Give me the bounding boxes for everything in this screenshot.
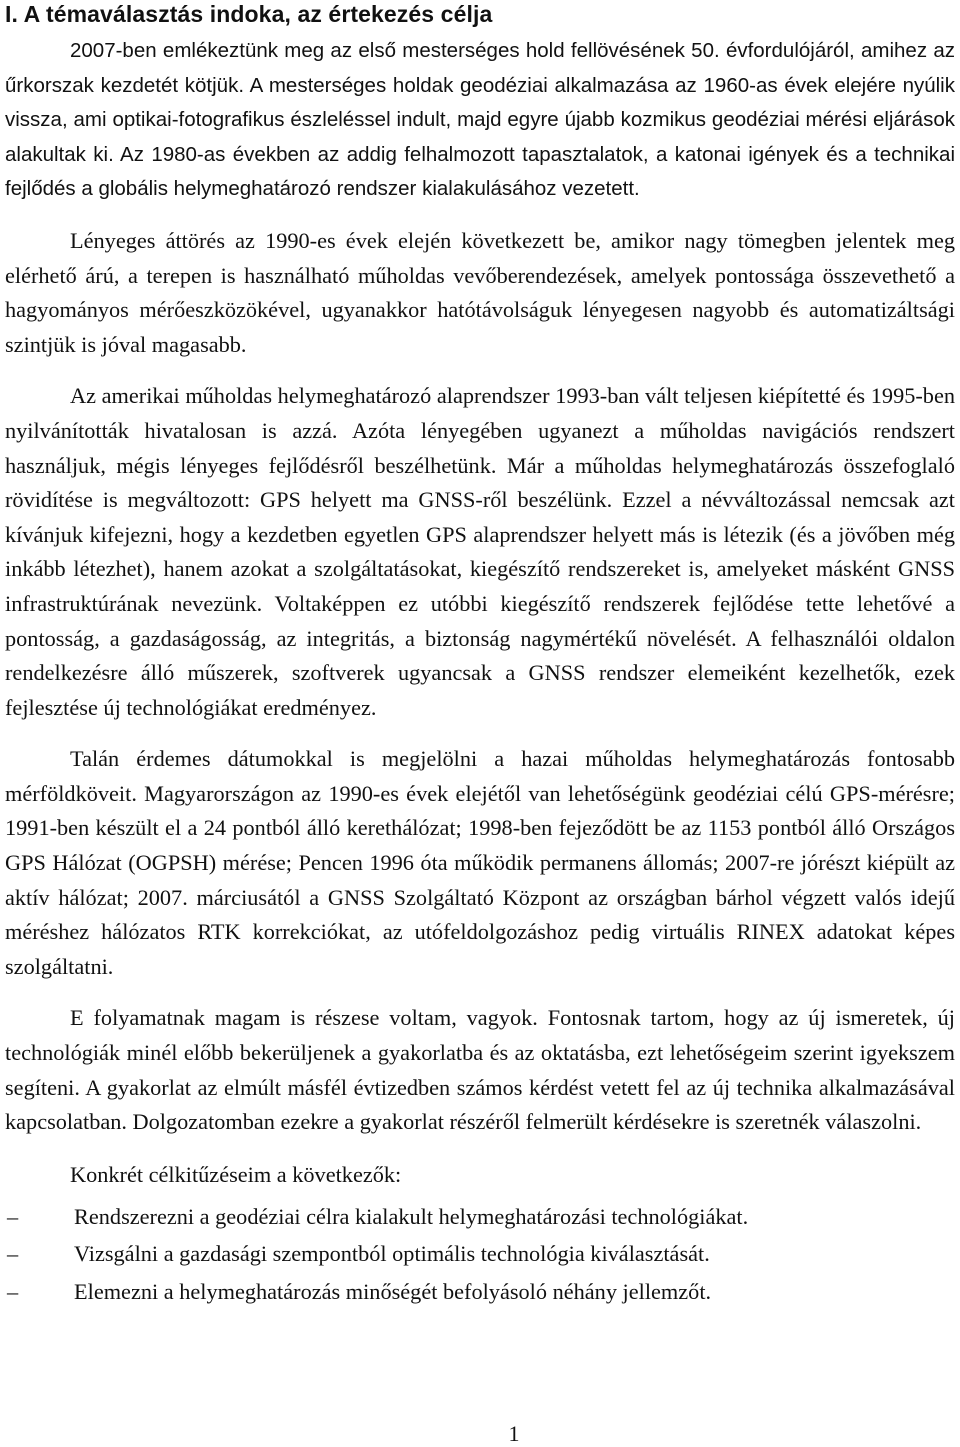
paragraph-gnss: Az amerikai műholdas helymeghatározó alaprendszer 1993-ban vált teljesen kiépítetté és 1995-ben nyilvánították hivatalosan is azzá. Azóta lényegében ugyanezt a műholdas navigációs rendszert használjuk, mégis lényeges fejlődésről beszélhetünk. Már a műholdas helymeghatározás összefoglaló rövidítése is megváltozott: GPS helyett ma GNSS-ről beszélünk. Ezzel a névváltozással nemcsak azt kívánjuk kifejezni, hogy a kezdetben egyetlen GPS alaprendszer helyett más is létezik (és a jövőben még inkább létezhet), hanem azokat a szolgáltatásokat, kiegészítő rendszereket is, amelyeket másként GNSS infrastruktúrának nevezünk. Voltaképpen ez utóbbi kiegészítő rendszerek fejlődése tette lehetővé a pontosság, a gazdaságosság, az integritás, a biztonság nagymértékű növelését. A felhasználói oldalon rendelkezésre álló műszerek, szoftverek ugyancsak a GNSS rendszer elemeiként kezelhetők, ezek fejlesztése új technológiákat eredményez. xyxy=(5,383,955,720)
section-heading: I. A témaválasztás indoka, az értekezés célja xyxy=(5,1,493,27)
page-number: 1 xyxy=(508,1421,520,1446)
goal-text: Elemezni a helymeghatározás minőségét befolyásoló néhány jellemzőt. xyxy=(74,1278,712,1304)
goal-item xyxy=(5,1235,955,1273)
paragraph-milestones: Talán érdemes dátumokkal is megjelölni a hazai műholdas helymeghatározás fontosabb mérföldköveit. Magyarországon az 1990-es évek elejétől van lehetőségünk geodéziai célú GPS-mérésre; 1991-ben készült el a 24 pontból álló kerethálózat; 1998-ben fejeződött be az 1153 pontból álló Országos GPS Hálózat (OGPSH) mérése; Pencen 1996 óta működik permanens állomás; 2007-re jórészt kiépült az aktív hálózat; 2007. márciusától a GNSS Szolgáltató Központ az országban bárhol végzett valós idejű méréshez hálózatos RTK korrekciókat, az utófeldolgozáshoz pedig virtuális RINEX adatokat képes szolgáltatni. xyxy=(5,746,955,979)
document-page xyxy=(5,0,955,1310)
dash-bullet-icon: – xyxy=(7,1203,19,1229)
goals-intro: Konkrét célkitűzéseim a következők: xyxy=(70,1161,402,1187)
goal-text: Vizsgálni a gazdasági szempontból optimális technológia kiválasztását. xyxy=(74,1241,710,1267)
paragraph-motivation: E folyamatnak magam is részese voltam, vagyok. Fontosnak tartom, hogy az új ismeretek, új technológiák minél előbb bekerüljenek a gyakorlatba és az oktatásba, ezt lehetőségeim szerint igyekszem segíteni. A gyakorlat az elmúlt másfél évtizedben számos kérdést vetett fel az új technika alkalmazásával kapcsolatban. Dolgozatomban ezekre a gyakorlat részéről felmerült kérdésekre is szeretnék válaszolni. xyxy=(5,1005,955,1135)
goal-item xyxy=(5,1198,955,1236)
dash-bullet-icon: – xyxy=(7,1278,19,1304)
goals-list xyxy=(5,1198,955,1311)
paragraph-breakthrough: Lényeges áttörés az 1990-es évek elején következett be, amikor nagy tömegben jelentek meg elérhető árú, a terepen is használható műholdas vevőberendezések, amelyek pontossága összevethető a hagyományos mérőeszközökével, ugyanakkor hatótávolságuk lényegesen nagyobb és automatizáltsági szintjük is jóval magasabb. xyxy=(5,227,955,357)
dash-bullet-icon: – xyxy=(7,1241,19,1267)
goal-item xyxy=(5,1273,955,1311)
goal-text: Rendszerezni a geodéziai célra kialakult helymeghatározási technológiákat. xyxy=(74,1203,749,1229)
paragraph-space-age: 2007-ben emlékeztünk meg az első mesterséges hold fellövésének 50. évfordulójáról, amihez az űrkorszak kezdetét kötjük. A mesterséges holdak geodéziai alkalmazása az 1960-as évek elejére nyúlik vissza, ami optikai-fotografikus észleléssel indult, majd egyre újabb kozmikus geodéziai mérési eljárások alakultak ki. Az 1980-as években az addig felhalmozott tapasztalatok, a katonai igények és a technikai fejlődés a globális helymeghatározó rendszer kialakulásához vezetett. xyxy=(5,39,955,201)
